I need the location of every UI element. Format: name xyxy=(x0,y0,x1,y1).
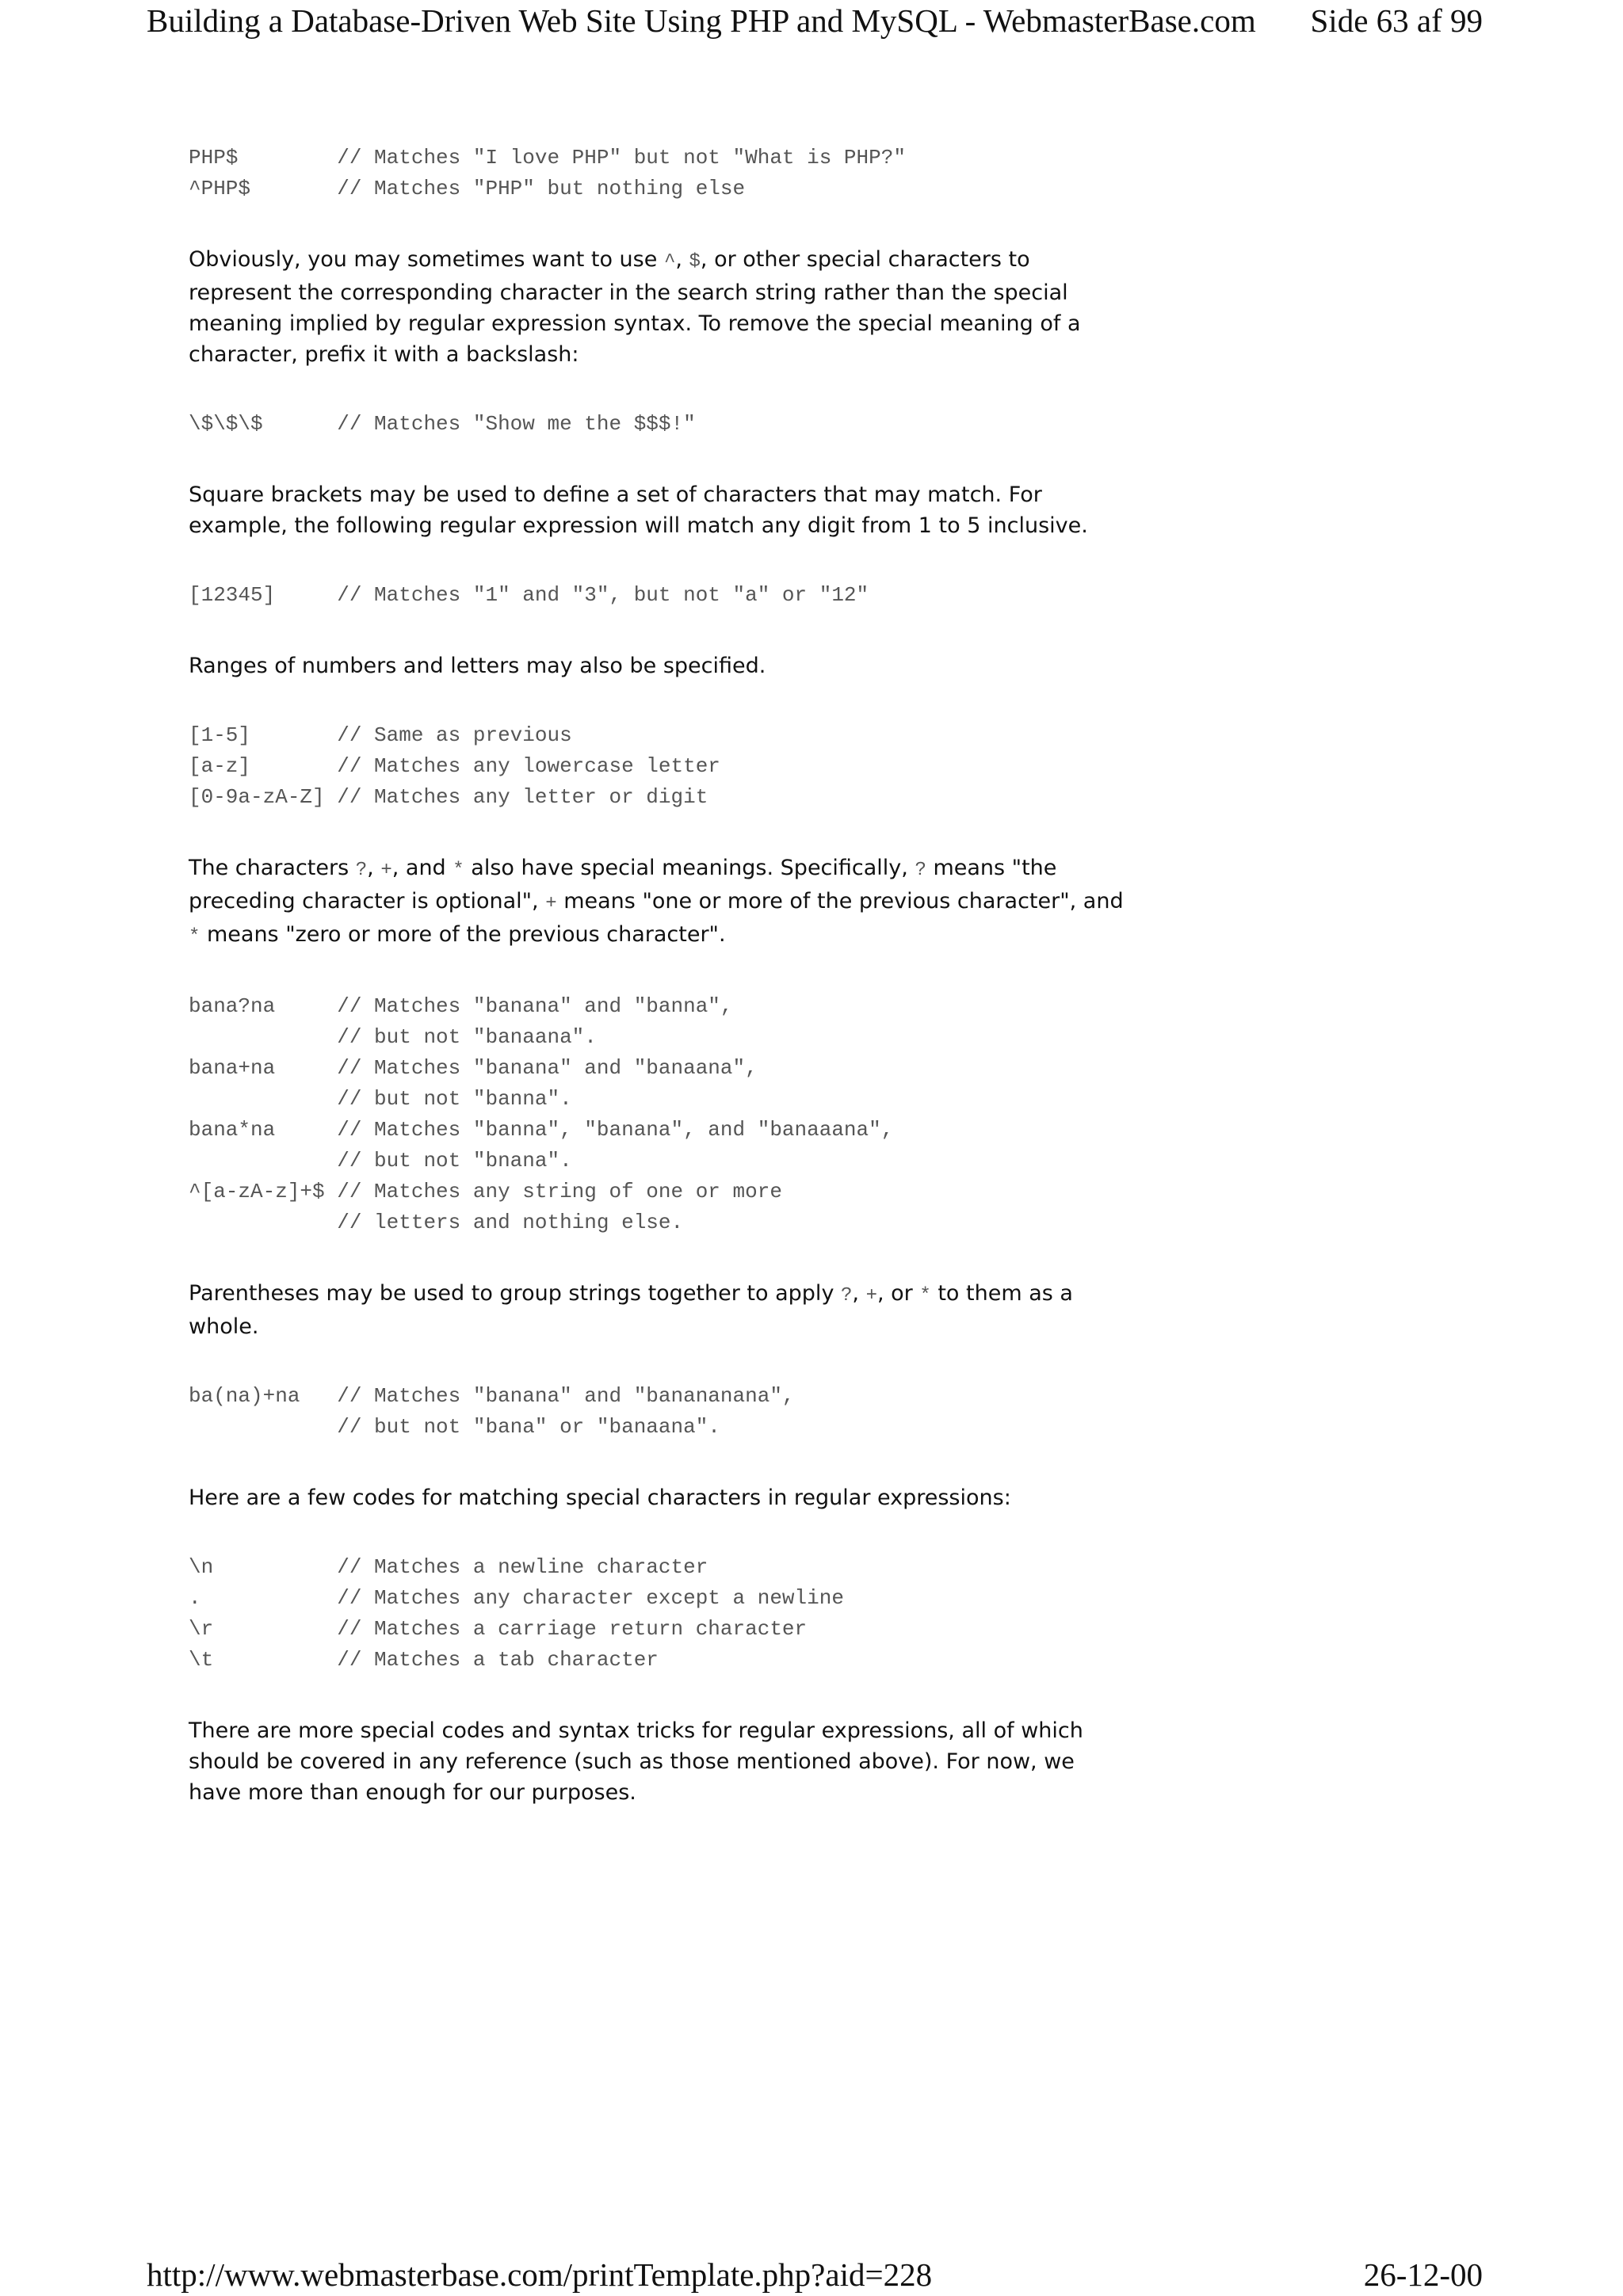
inline-code: ? xyxy=(355,860,368,881)
code-block: PHP$ // Matches "I love PHP" but not "What is PHP?" ^PHP$ // Matches "PHP" but nothing else xyxy=(189,146,906,200)
inline-code: + xyxy=(865,1285,877,1306)
text-run: , xyxy=(367,856,381,880)
footer-date: 26-12-00 xyxy=(1363,2256,1483,2293)
paragraph xyxy=(189,852,1132,952)
text-run: , xyxy=(852,1281,866,1306)
text-run: , or other special characters to represent the corresponding character in the search string rather than the special meaning implied by regular expression syntax. To remove the special meaning of a character, prefix it with a backslash: xyxy=(189,247,1081,367)
text-run: , xyxy=(675,247,689,272)
code-block: bana?na // Matches "banana" and "banna", // but not "banaana". bana+na // Matches "banana" and "banaana", // but not "banna". bana*na // Matches "banna", "banana", and "banaaana", // but not "bnana". ^[a-zA-z]+$ // Matches any string of one or more // letters and nothing else. xyxy=(189,994,894,1234)
inline-code: * xyxy=(453,860,464,881)
paragraph: Here are a few codes for matching special characters in regular expressions: xyxy=(189,1486,1011,1510)
inline-code: $ xyxy=(689,251,701,273)
text-run: also have special meanings. Specifically, xyxy=(464,856,915,880)
paragraph: Square brackets may be used to define a set of characters that may match. For example, the following regular expression will match any digit from 1 to 5 inclusive. xyxy=(189,482,1088,538)
text-run: , and xyxy=(391,856,453,880)
page-number: Side 63 af 99 xyxy=(1310,2,1483,39)
code-block: \$\$\$ // Matches "Show me the $$$!" xyxy=(189,412,696,436)
inline-code: ? xyxy=(841,1285,853,1306)
inline-code: ? xyxy=(915,860,926,881)
page-header xyxy=(0,0,1623,48)
inline-code: * xyxy=(919,1285,931,1306)
text-run: means "zero or more of the previous character". xyxy=(200,922,726,947)
paragraph xyxy=(189,244,1132,370)
paragraph: Ranges of numbers and letters may also be specified. xyxy=(189,654,766,678)
code-block: [1-5] // Same as previous [a-z] // Matches any lowercase letter [0-9a-zA-Z] // Matches any letter or digit xyxy=(189,723,720,809)
inline-code: ^ xyxy=(663,251,676,273)
text-run: to them as a whole. xyxy=(189,1281,1073,1339)
code-block: [12345] // Matches "1" and "3", but not "a" or "12" xyxy=(189,583,869,607)
inline-code: + xyxy=(545,893,557,914)
text-run: , or xyxy=(876,1281,920,1306)
text-run: The characters xyxy=(189,856,356,880)
code-block: ba(na)+na // Matches "banana" and "banananana", // but not "bana" or "banaana". xyxy=(189,1384,795,1439)
text-run: Parentheses may be used to group strings together to apply xyxy=(189,1281,841,1306)
code-block: \n // Matches a newline character . // Matches any character except a newline \r // Matches a carriage return character \t // Matches a tab character xyxy=(189,1555,844,1672)
text-run: means "the preceding character is optional", xyxy=(189,856,1057,913)
paragraph: There are more special codes and syntax tricks for regular expressions, all of which should be covered in any reference (such as those mentioned above). For now, we have more than enough for our purposes. xyxy=(189,1718,1083,1805)
paragraph xyxy=(189,1278,1132,1342)
footer-url: http://www.webmasterbase.com/printTemplate.php?aid=228 xyxy=(147,2256,933,2293)
text-run: means "one or more of the previous character", and xyxy=(556,889,1124,913)
text-run: Obviously, you may sometimes want to use xyxy=(189,247,664,272)
inline-code: + xyxy=(380,860,392,881)
document-title: Building a Database-Driven Web Site Using PHP and MySQL - WebmasterBase.com xyxy=(147,2,1256,39)
page-content xyxy=(189,143,1140,1808)
inline-code: * xyxy=(189,926,200,948)
